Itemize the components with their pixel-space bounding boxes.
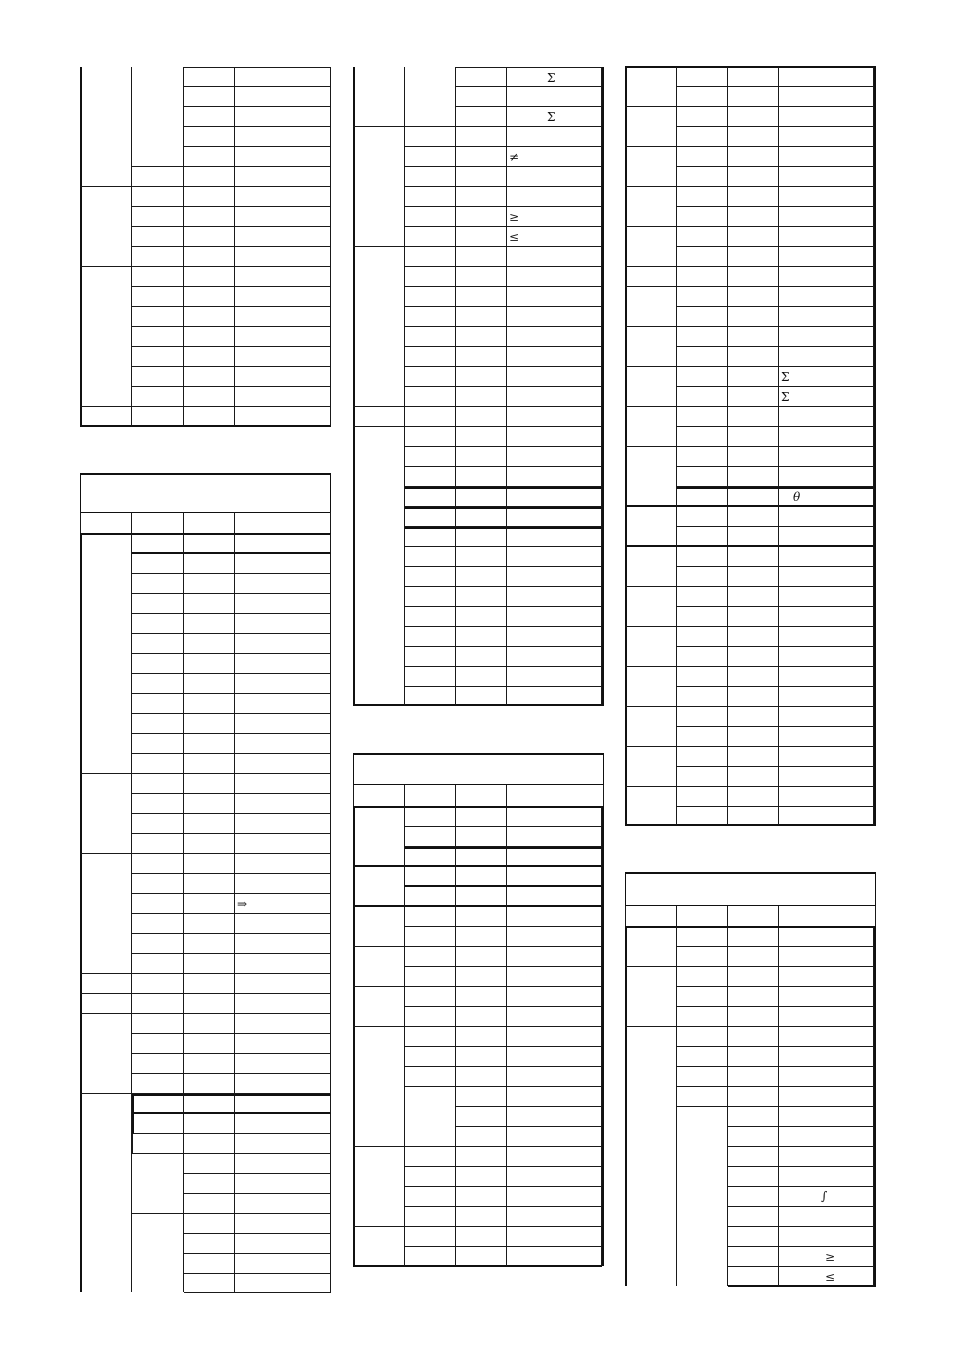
sum-symbol: Σ: [781, 370, 790, 384]
less-equal-cell-2: [779, 1267, 874, 1287]
sum-cell-3: [779, 367, 874, 387]
theta-cell: [779, 487, 874, 507]
greater-equal-symbol: ≥: [825, 1250, 836, 1264]
implies-cell: [235, 894, 331, 914]
sum-cell-4: [779, 387, 874, 407]
not-equal-cell: [507, 147, 602, 167]
greater-equal-cell: [507, 207, 602, 227]
sum-symbol: Σ: [547, 71, 556, 85]
less-equal-symbol: ≤: [825, 1270, 836, 1284]
less-equal-symbol: ≤: [509, 230, 520, 244]
sum-symbol: Σ: [781, 390, 790, 404]
integral-cell: [779, 1187, 874, 1207]
column-3: [625, 0, 876, 1350]
theta-symbol: θ: [793, 490, 801, 504]
sum-cell-2: [507, 107, 602, 127]
sum-symbol: Σ: [547, 110, 556, 124]
implies-symbol: ⇒: [237, 897, 248, 911]
column-1: [80, 0, 331, 1350]
less-equal-cell: [507, 227, 602, 247]
column-2: [353, 0, 604, 1350]
not-equal-symbol: ≠: [509, 150, 520, 164]
integral-symbol: ∫: [821, 1189, 828, 1203]
greater-equal-symbol: ≥: [509, 210, 520, 224]
greater-equal-cell-2: [779, 1247, 874, 1267]
sum-cell-1: [507, 67, 602, 87]
